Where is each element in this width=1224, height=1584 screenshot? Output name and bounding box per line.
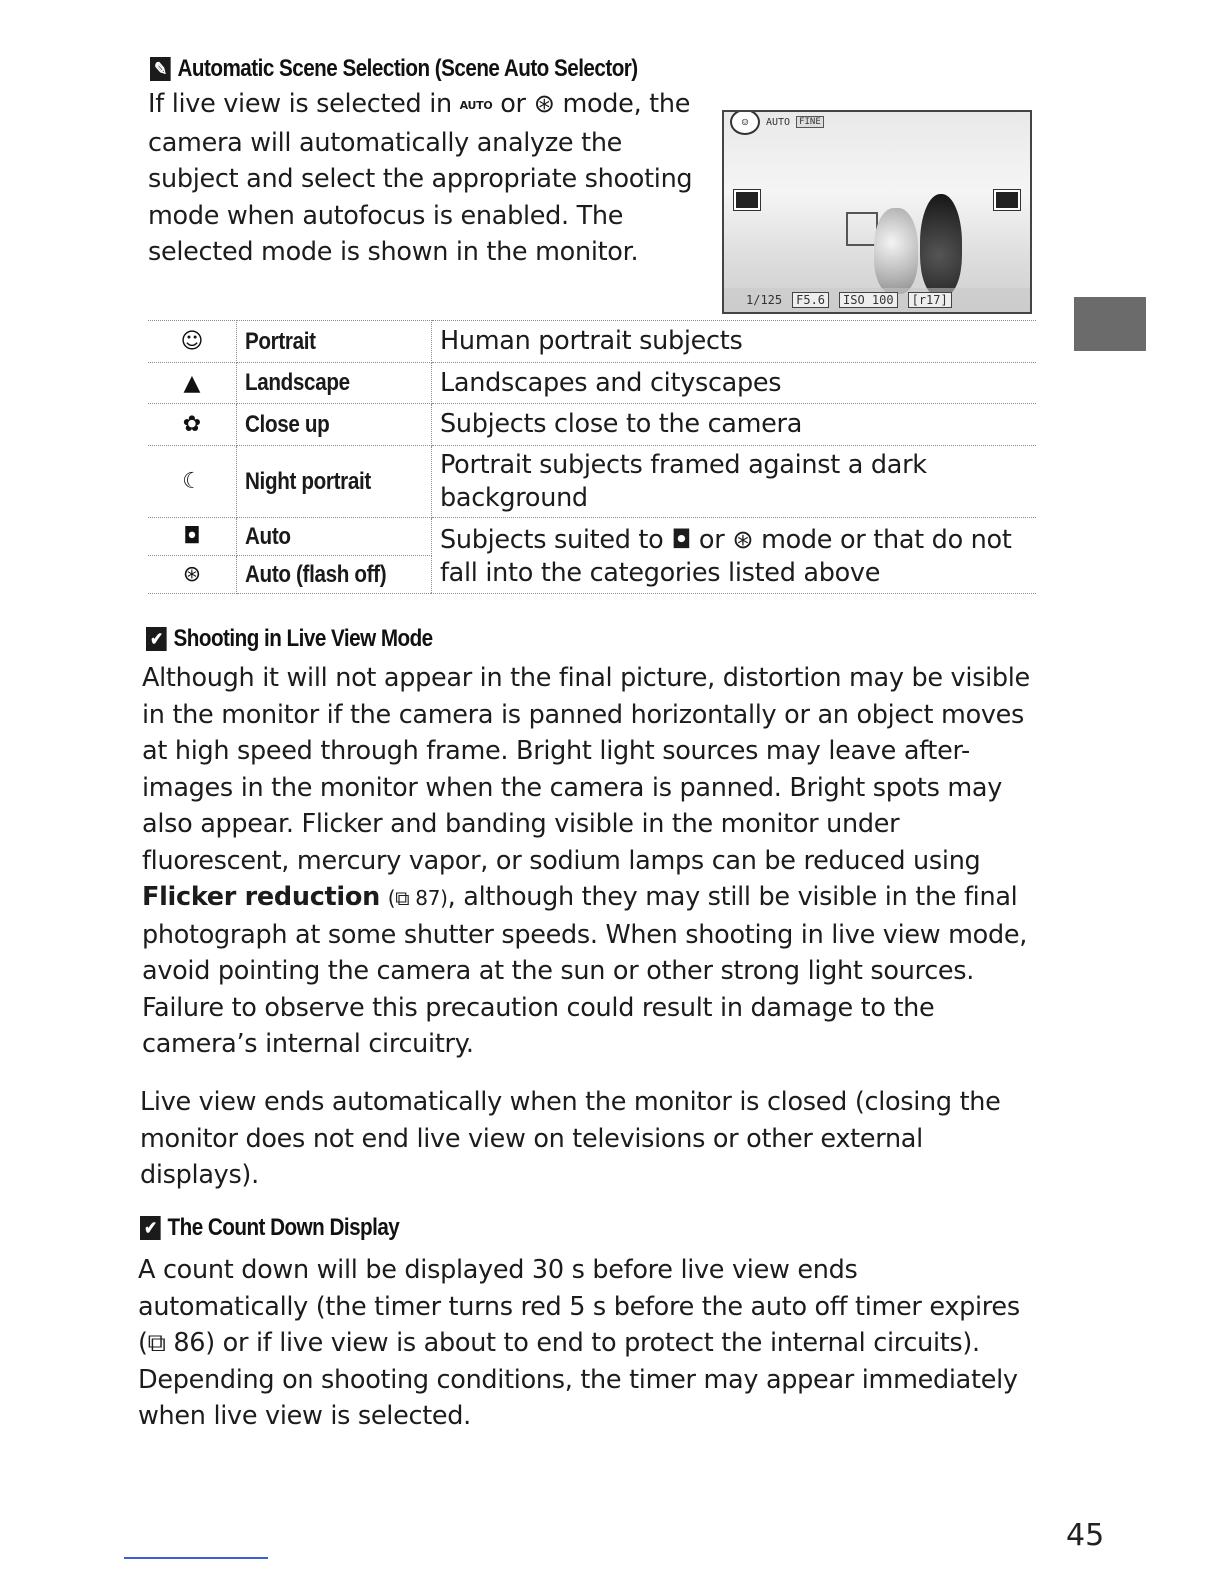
page-reference: (⧉ 87) (387, 886, 448, 910)
live-view-paragraph-1: Although it will not appear in the final picture, distortion may be visible in the monitor if the camera is panned horizontally or an object moves at high speed through frame. Bright light sources may leave after-images in the monitor when the camera is panned. Bright spots may also appear. Flicker and banding visible in the monitor under fluorescent, mercury vapor, or sodium lamps can be reduced using Flicker reduction (⧉ 87), although they may still be visible in the final photograph at some shutter speeds. When shooting in live view mode, avoid pointing the camera at the sun or other strong light sources. Failure to observe this precaution could result in damage to the camera’s internal circuitry. (142, 663, 1030, 1059)
landscape-icon: ▲ (148, 363, 237, 404)
countdown-heading (140, 1214, 399, 1242)
table-row (148, 404, 1036, 446)
flicker-reduction-term: Flicker reduction (142, 882, 380, 912)
scene-desc: Landscapes and cityscapes (432, 363, 1037, 404)
scene-name: Night portrait (245, 467, 371, 495)
scene-auto-body: If live view is selected in AUTO or ⊛ mode, the camera will automatically analyze the subject and select the appropriate shooting mode when autofocus is enabled. The selected mode is shown in the monitor. (148, 89, 693, 267)
scene-mode-indicator-icon: ☺ (730, 110, 760, 135)
chapter-tab (1074, 297, 1146, 351)
monitor-right-marker (994, 190, 1020, 210)
pencil-note-icon: ✎ (150, 57, 171, 81)
table-row (148, 363, 1036, 404)
caution-check-icon: ✔ (146, 627, 167, 651)
scene-desc: Portrait subjects framed against a dark background (432, 446, 1037, 518)
scene-name: Close up (245, 410, 330, 438)
countdown-body: A count down will be displayed 30 s before live view ends automatically (the timer turns red 5 s before the auto off timer expires (⧉ 86) or if live view is about to end to protect the internal circuits). Depending on shooting conditions, the timer may appear immediately when live view is selected. (138, 1255, 1020, 1431)
scene-name: Auto (flash off) (245, 560, 387, 588)
monitor-shutter: 1/125 (746, 293, 783, 307)
night-portrait-icon: ☾ (148, 446, 237, 518)
table-row (148, 321, 1036, 363)
live-view-title: Shooting in Live View Mode (173, 625, 433, 652)
subject-bottle-light (874, 208, 918, 294)
live-view-paragraph-2: Live view ends automatically when the monitor is closed (closing the monitor does not end live view on televisions or other external displays). (140, 1087, 1001, 1190)
monitor-auto-readout: AUTO (766, 116, 791, 128)
monitor-top-bar (724, 112, 1030, 132)
flash-off-mode-icon: ⊛ (533, 89, 555, 119)
table-row (148, 446, 1036, 518)
auto-mode-icon: AUTO (459, 99, 493, 112)
table-row (148, 518, 1036, 556)
subject-bottle-dark (920, 194, 962, 296)
scene-auto-heading (150, 55, 638, 83)
scene-name: Landscape (245, 369, 350, 396)
countdown-title: The Count Down Display (167, 1214, 400, 1241)
portrait-icon: ☺ (148, 321, 237, 363)
scene-name: Portrait (245, 327, 316, 355)
close-up-icon: ✿ (148, 404, 237, 446)
scene-desc-merged: Subjects suited to ◘ or ⊛ mode or that do not fall into the categories listed above (432, 518, 1037, 594)
page-number: 45 (1066, 1518, 1105, 1553)
scene-desc: Subjects close to the camera (432, 404, 1037, 446)
auto-flash-off-icon: ⊛ (148, 556, 237, 594)
footer-rule (124, 1557, 268, 1559)
caution-check-icon: ✔ (140, 1216, 161, 1240)
monitor-left-marker (734, 190, 760, 210)
scene-name: Auto (245, 522, 291, 550)
monitor-iso: ISO 100 (839, 292, 898, 308)
scene-desc: Human portrait subjects (432, 321, 1037, 363)
live-view-heading (146, 625, 433, 653)
auto-icon: ◘ (148, 518, 237, 556)
monitor-shots: [r17] (908, 292, 952, 308)
scene-table (148, 320, 1036, 594)
scene-auto-title: Automatic Scene Selection (Scene Auto Selector) (177, 55, 638, 82)
monitor-bottom-bar (724, 288, 1030, 312)
monitor-aperture: F5.6 (792, 292, 829, 308)
live-view-monitor-illustration (722, 110, 1032, 314)
monitor-quality-badge: FINE (796, 116, 824, 128)
